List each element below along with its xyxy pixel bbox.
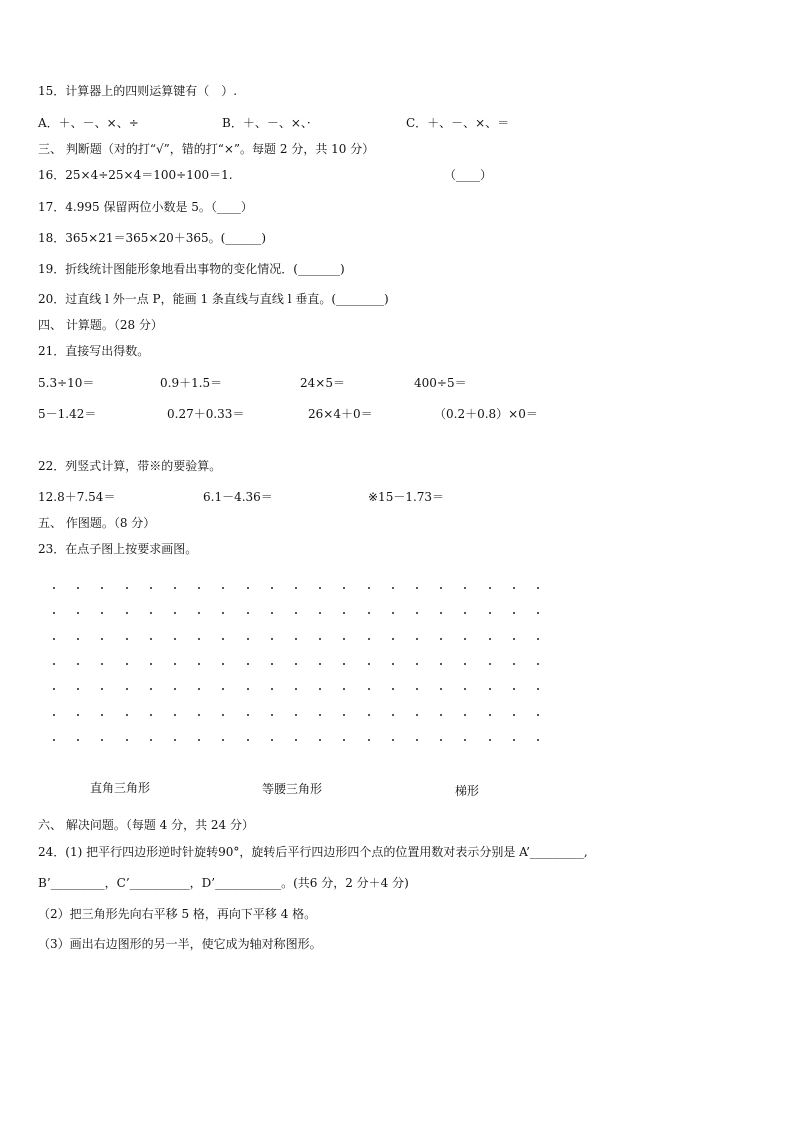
label-trapezoid: 梯形 [455,784,480,798]
grid-dot[interactable] [271,739,273,741]
grid-dot[interactable] [319,739,321,741]
grid-dot[interactable] [440,739,442,741]
grid-dot[interactable] [537,688,539,690]
grid-dot[interactable] [489,663,491,665]
grid-dot[interactable] [392,739,394,741]
q21-r2-c1: 5－1.42＝ [38,407,97,421]
grid-dot[interactable] [489,612,491,614]
grid-dot[interactable] [464,612,466,614]
grid-dot[interactable] [247,739,249,741]
grid-dot[interactable] [126,638,128,640]
grid-dot[interactable] [416,663,418,665]
grid-dot[interactable] [101,638,103,640]
question-24-part-2: （2）把三角形先向右平移 5 格，再向下平移 4 格。 [38,907,317,921]
q21-r2-c4: （0.2＋0.8）×0＝ [434,407,538,421]
question-23: 23．在点子图上按要求画图。 [38,542,198,556]
grid-dot[interactable] [53,688,55,690]
grid-dot[interactable] [513,612,515,614]
grid-dot[interactable] [126,612,128,614]
grid-dot[interactable] [392,663,394,665]
grid-dot[interactable] [174,663,176,665]
label-right-triangle: 直角三角形 [90,781,151,795]
grid-dot[interactable] [537,612,539,614]
grid-dot[interactable] [271,587,273,589]
grid-dot[interactable] [343,587,345,589]
grid-dot[interactable] [295,714,297,716]
grid-dot[interactable] [440,587,442,589]
grid-dot[interactable] [101,612,103,614]
grid-dot[interactable] [489,587,491,589]
grid-dot[interactable] [319,688,321,690]
grid-dot[interactable] [343,739,345,741]
question-24-part-3: （3）画出右边图形的另一半，使它成为轴对称图形。 [38,937,322,951]
grid-dot[interactable] [77,638,79,640]
q15-option-b: B．＋、－、×、· [222,116,311,130]
grid-dot[interactable] [101,714,103,716]
grid-dot[interactable] [53,612,55,614]
grid-dot[interactable] [368,688,370,690]
grid-dot[interactable] [368,587,370,589]
q22-item-2: 6.1－4.36＝ [203,490,273,504]
grid-dot[interactable] [440,663,442,665]
grid-dot[interactable] [416,612,418,614]
grid-dot[interactable] [53,714,55,716]
grid-dot[interactable] [247,612,249,614]
grid-dot[interactable] [101,739,103,741]
grid-dot[interactable] [150,714,152,716]
grid-dot[interactable] [513,663,515,665]
grid-dot[interactable] [464,638,466,640]
grid-dot[interactable] [174,714,176,716]
grid-dot[interactable] [126,739,128,741]
grid-dot[interactable] [319,587,321,589]
grid-dot[interactable] [464,714,466,716]
grid-dot[interactable] [101,663,103,665]
grid-dot[interactable] [416,739,418,741]
question-16: 16．25×4÷25×4＝100÷100＝1. [38,168,233,182]
grid-dot[interactable] [101,688,103,690]
grid-dot[interactable] [150,587,152,589]
grid-dot[interactable] [392,612,394,614]
grid-dot[interactable] [126,688,128,690]
question-24-line-2: B’_________，C’__________，D’___________。(共6 分，2 分＋4 分) [38,876,409,890]
grid-dot[interactable] [440,638,442,640]
grid-dot[interactable] [489,638,491,640]
grid-dot[interactable] [126,663,128,665]
question-20: 20．过直线 l 外一点 P，能画 1 条直线与直线 l 垂直。(________) [38,292,389,306]
grid-dot[interactable] [489,688,491,690]
grid-dot[interactable] [126,714,128,716]
grid-dot[interactable] [537,587,539,589]
grid-dot[interactable] [489,714,491,716]
question-22: 22．列竖式计算，带※的要验算。 [38,459,222,473]
grid-dot[interactable] [440,612,442,614]
grid-dot[interactable] [271,638,273,640]
grid-dot[interactable] [126,587,128,589]
grid-dot[interactable] [150,739,152,741]
grid-dot[interactable] [198,739,200,741]
grid-dot[interactable] [368,714,370,716]
section-4-title: 四、 计算题。（28 分） [38,318,163,332]
grid-dot[interactable] [77,739,79,741]
section-3-title: 三、 判断题（对的打“√”，错的打“×”。每题 2 分，共 10 分） [38,142,375,156]
grid-dot[interactable] [392,688,394,690]
grid-dot[interactable] [222,663,224,665]
q21-r2-c3: 26×4＋0＝ [308,407,373,421]
grid-dot[interactable] [295,739,297,741]
grid-dot[interactable] [174,587,176,589]
grid-dot[interactable] [295,663,297,665]
grid-dot[interactable] [271,663,273,665]
question-18: 18．365×21＝365×20＋365。(______) [38,231,266,245]
question-19: 19．折线统计图能形象地看出事物的变化情况．(_______) [38,262,345,276]
q21-r2-c2: 0.27＋0.33＝ [167,407,245,421]
grid-dot[interactable] [319,714,321,716]
grid-dot[interactable] [464,663,466,665]
grid-dot[interactable] [392,714,394,716]
grid-dot[interactable] [174,688,176,690]
grid-dot[interactable] [295,638,297,640]
grid-dot[interactable] [247,638,249,640]
q21-r1-c2: 0.9＋1.5＝ [160,376,223,390]
question-17: 17．4.995 保留两位小数是 5。（____） [38,200,253,214]
section-5-title: 五、 作图题。（8 分） [38,516,156,530]
grid-dot[interactable] [392,587,394,589]
grid-dot[interactable] [198,587,200,589]
question-16-blank: （____） [444,168,493,182]
q21-r1-c4: 400÷5＝ [414,376,467,390]
grid-dot[interactable] [198,663,200,665]
grid-dot[interactable] [343,714,345,716]
q21-r1-c3: 24×5＝ [300,376,345,390]
grid-dot[interactable] [440,714,442,716]
grid-dot[interactable] [343,663,345,665]
grid-dot[interactable] [150,638,152,640]
grid-dot[interactable] [53,638,55,640]
grid-dot[interactable] [198,688,200,690]
grid-dot[interactable] [222,638,224,640]
grid-dot[interactable] [343,612,345,614]
grid-dot[interactable] [464,688,466,690]
grid-dot[interactable] [513,638,515,640]
q15-option-a: A．＋、－、×、÷ [38,116,139,130]
grid-dot[interactable] [416,638,418,640]
grid-dot[interactable] [537,663,539,665]
grid-dot[interactable] [537,739,539,741]
grid-dot[interactable] [513,688,515,690]
grid-dot[interactable] [222,714,224,716]
grid-dot[interactable] [53,587,55,589]
grid-dot[interactable] [319,663,321,665]
grid-dot[interactable] [271,714,273,716]
question-15: 15．计算器上的四则运算键有（ ）. [38,84,238,98]
grid-dot[interactable] [198,638,200,640]
grid-dot[interactable] [247,587,249,589]
grid-dot[interactable] [150,663,152,665]
grid-dot[interactable] [174,638,176,640]
label-isosceles-triangle: 等腰三角形 [262,782,323,796]
grid-dot[interactable] [537,714,539,716]
grid-dot[interactable] [271,688,273,690]
q21-r1-c1: 5.3÷10＝ [38,376,95,390]
grid-dot[interactable] [77,714,79,716]
grid-dot[interactable] [295,587,297,589]
grid-dot[interactable] [198,612,200,614]
grid-dot[interactable] [53,739,55,741]
grid-dot[interactable] [101,587,103,589]
grid-dot[interactable] [77,587,79,589]
grid-dot[interactable] [247,663,249,665]
grid-dot[interactable] [174,739,176,741]
grid-dot[interactable] [513,587,515,589]
grid-dot[interactable] [222,587,224,589]
grid-dot[interactable] [416,688,418,690]
q15-option-c: C．＋、－、×、＝ [406,116,510,130]
grid-dot[interactable] [150,688,152,690]
grid-dot[interactable] [247,714,249,716]
grid-dot[interactable] [440,688,442,690]
grid-dot[interactable] [464,587,466,589]
grid-dot[interactable] [271,612,273,614]
grid-dot[interactable] [368,739,370,741]
grid-dot[interactable] [416,587,418,589]
grid-dot[interactable] [77,688,79,690]
grid-dot[interactable] [513,714,515,716]
grid-dot[interactable] [368,663,370,665]
q22-item-3: ※15－1.73＝ [368,490,445,504]
grid-dot[interactable] [198,714,200,716]
grid-dot[interactable] [319,638,321,640]
q22-item-1: 12.8＋7.54＝ [38,490,116,504]
question-21: 21．直接写出得数。 [38,344,150,358]
grid-dot[interactable] [513,739,515,741]
grid-dot[interactable] [53,663,55,665]
grid-dot[interactable] [464,739,466,741]
section-6-title: 六、 解决问题。（每题 4 分，共 24 分） [38,818,254,832]
grid-dot[interactable] [416,714,418,716]
grid-dot[interactable] [368,612,370,614]
grid-dot[interactable] [392,638,394,640]
grid-dot[interactable] [174,612,176,614]
grid-dot[interactable] [295,688,297,690]
grid-dot[interactable] [222,612,224,614]
grid-dot[interactable] [150,612,152,614]
grid-dot[interactable] [368,638,370,640]
grid-dot[interactable] [77,663,79,665]
grid-dot[interactable] [295,612,297,614]
grid-dot[interactable] [247,688,249,690]
grid-dot[interactable] [319,612,321,614]
grid-dot[interactable] [489,739,491,741]
grid-dot[interactable] [343,688,345,690]
grid-dot[interactable] [537,638,539,640]
grid-dot[interactable] [222,739,224,741]
grid-dot[interactable] [77,612,79,614]
grid-dot[interactable] [222,688,224,690]
question-24-line-1: 24．(1) 把平行四边形逆时针旋转90°，旋转后平行四边形四个点的位置用数对表示分别是 A’_________, [38,845,588,859]
grid-dot[interactable] [343,638,345,640]
